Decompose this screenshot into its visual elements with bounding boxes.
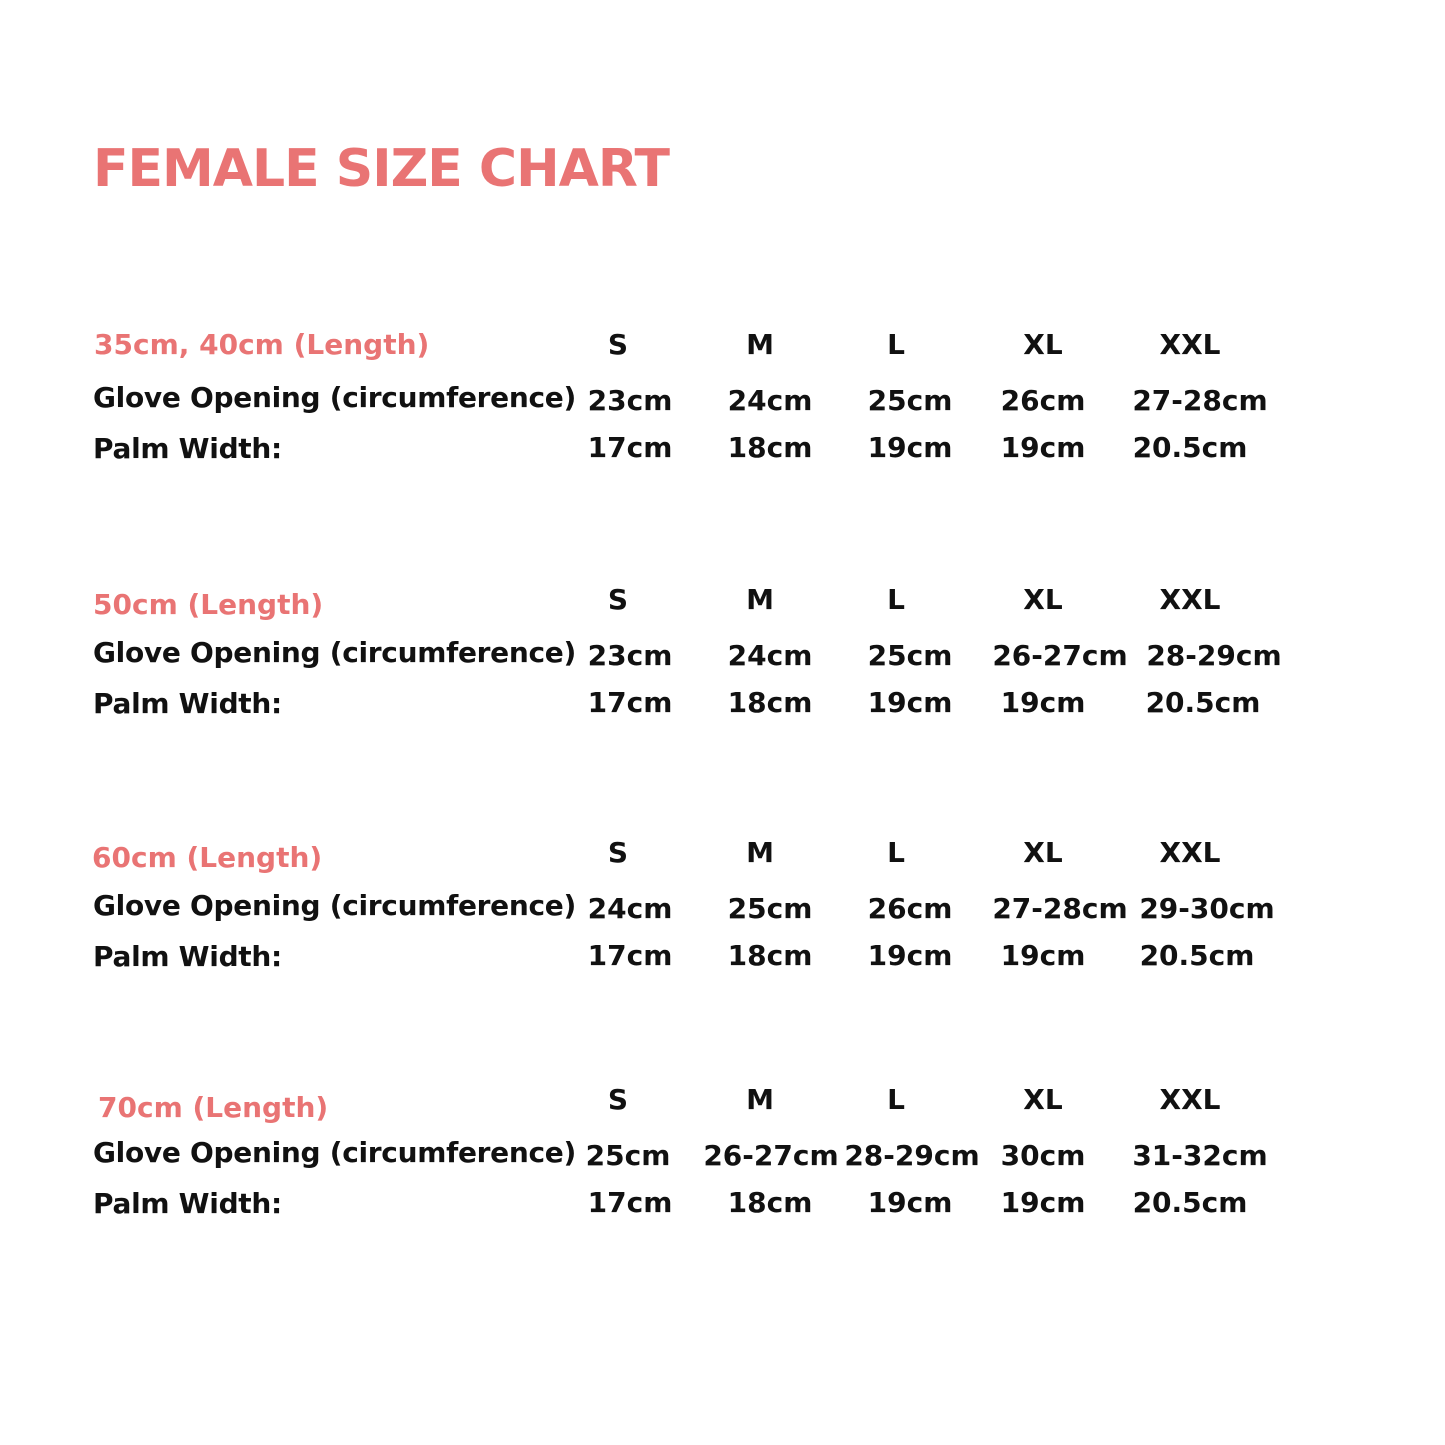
palm-width-value: 17cm <box>587 686 673 719</box>
size-header-m: M <box>746 1083 774 1116</box>
glove-opening-value: 25cm <box>867 384 953 417</box>
size-header-l: L <box>887 836 905 869</box>
glove-opening-label: Glove Opening (circumference) <box>93 1136 576 1169</box>
size-header-xxl: XXL <box>1159 328 1221 361</box>
size-header-s: S <box>607 583 629 616</box>
glove-opening-value: 24cm <box>727 639 813 672</box>
size-header-xxl: XXL <box>1159 1083 1221 1116</box>
palm-width-label: Palm Width: <box>93 1187 282 1220</box>
palm-width-value: 20.5cm <box>1132 1186 1248 1219</box>
size-header-s: S <box>607 836 629 869</box>
size-section <box>0 833 1445 983</box>
size-section <box>0 1080 1445 1230</box>
palm-width-value: 18cm <box>727 939 813 972</box>
glove-opening-value: 27-28cm <box>992 892 1128 925</box>
size-header-s: S <box>607 328 629 361</box>
size-header-l: L <box>887 1083 905 1116</box>
glove-opening-value: 28-29cm <box>1146 639 1282 672</box>
glove-opening-value: 23cm <box>587 384 673 417</box>
palm-width-value: 19cm <box>867 1186 953 1219</box>
palm-width-value: 17cm <box>587 939 673 972</box>
size-header-xl: XL <box>1023 328 1063 361</box>
glove-opening-value: 24cm <box>587 892 673 925</box>
size-section <box>0 580 1445 730</box>
length-label: 35cm, 40cm (Length) <box>94 328 430 361</box>
size-header-m: M <box>746 583 774 616</box>
glove-opening-value: 27-28cm <box>1132 384 1268 417</box>
size-section <box>0 325 1445 475</box>
palm-width-value: 19cm <box>1000 686 1086 719</box>
length-label: 50cm (Length) <box>93 588 324 621</box>
glove-opening-value: 24cm <box>727 384 813 417</box>
palm-width-value: 20.5cm <box>1132 431 1248 464</box>
palm-width-value: 19cm <box>1000 939 1086 972</box>
glove-opening-label: Glove Opening (circumference) <box>93 381 576 414</box>
glove-opening-value: 25cm <box>867 639 953 672</box>
size-header-xl: XL <box>1023 836 1063 869</box>
glove-opening-value: 26cm <box>867 892 953 925</box>
size-header-s: S <box>607 1083 629 1116</box>
glove-opening-label: Glove Opening (circumference) <box>93 636 576 669</box>
size-header-l: L <box>887 328 905 361</box>
glove-opening-value: 26-27cm <box>703 1139 839 1172</box>
glove-opening-value: 28-29cm <box>844 1139 980 1172</box>
glove-opening-value: 30cm <box>1000 1139 1086 1172</box>
palm-width-label: Palm Width: <box>93 432 282 465</box>
size-header-xl: XL <box>1023 1083 1063 1116</box>
palm-width-value: 20.5cm <box>1139 939 1255 972</box>
palm-width-value: 20.5cm <box>1145 686 1261 719</box>
length-label: 70cm (Length) <box>98 1091 329 1124</box>
size-header-xxl: XXL <box>1159 836 1221 869</box>
glove-opening-value: 25cm <box>585 1139 671 1172</box>
glove-opening-value: 26cm <box>1000 384 1086 417</box>
page-title: FEMALE SIZE CHART <box>93 139 670 199</box>
size-header-m: M <box>746 836 774 869</box>
size-header-m: M <box>746 328 774 361</box>
length-label: 60cm (Length) <box>92 841 323 874</box>
palm-width-value: 19cm <box>1000 431 1086 464</box>
glove-opening-value: 26-27cm <box>992 639 1128 672</box>
palm-width-label: Palm Width: <box>93 940 282 973</box>
glove-opening-value: 23cm <box>587 639 673 672</box>
palm-width-label: Palm Width: <box>93 687 282 720</box>
glove-opening-value: 25cm <box>727 892 813 925</box>
size-header-xxl: XXL <box>1159 583 1221 616</box>
size-header-l: L <box>887 583 905 616</box>
palm-width-value: 18cm <box>727 686 813 719</box>
palm-width-value: 17cm <box>587 431 673 464</box>
palm-width-value: 19cm <box>867 431 953 464</box>
palm-width-value: 18cm <box>727 1186 813 1219</box>
palm-width-value: 17cm <box>587 1186 673 1219</box>
palm-width-value: 18cm <box>727 431 813 464</box>
glove-opening-value: 31-32cm <box>1132 1139 1268 1172</box>
glove-opening-label: Glove Opening (circumference) <box>93 889 576 922</box>
glove-opening-value: 29-30cm <box>1139 892 1275 925</box>
palm-width-value: 19cm <box>1000 1186 1086 1219</box>
size-header-xl: XL <box>1023 583 1063 616</box>
palm-width-value: 19cm <box>867 939 953 972</box>
palm-width-value: 19cm <box>867 686 953 719</box>
